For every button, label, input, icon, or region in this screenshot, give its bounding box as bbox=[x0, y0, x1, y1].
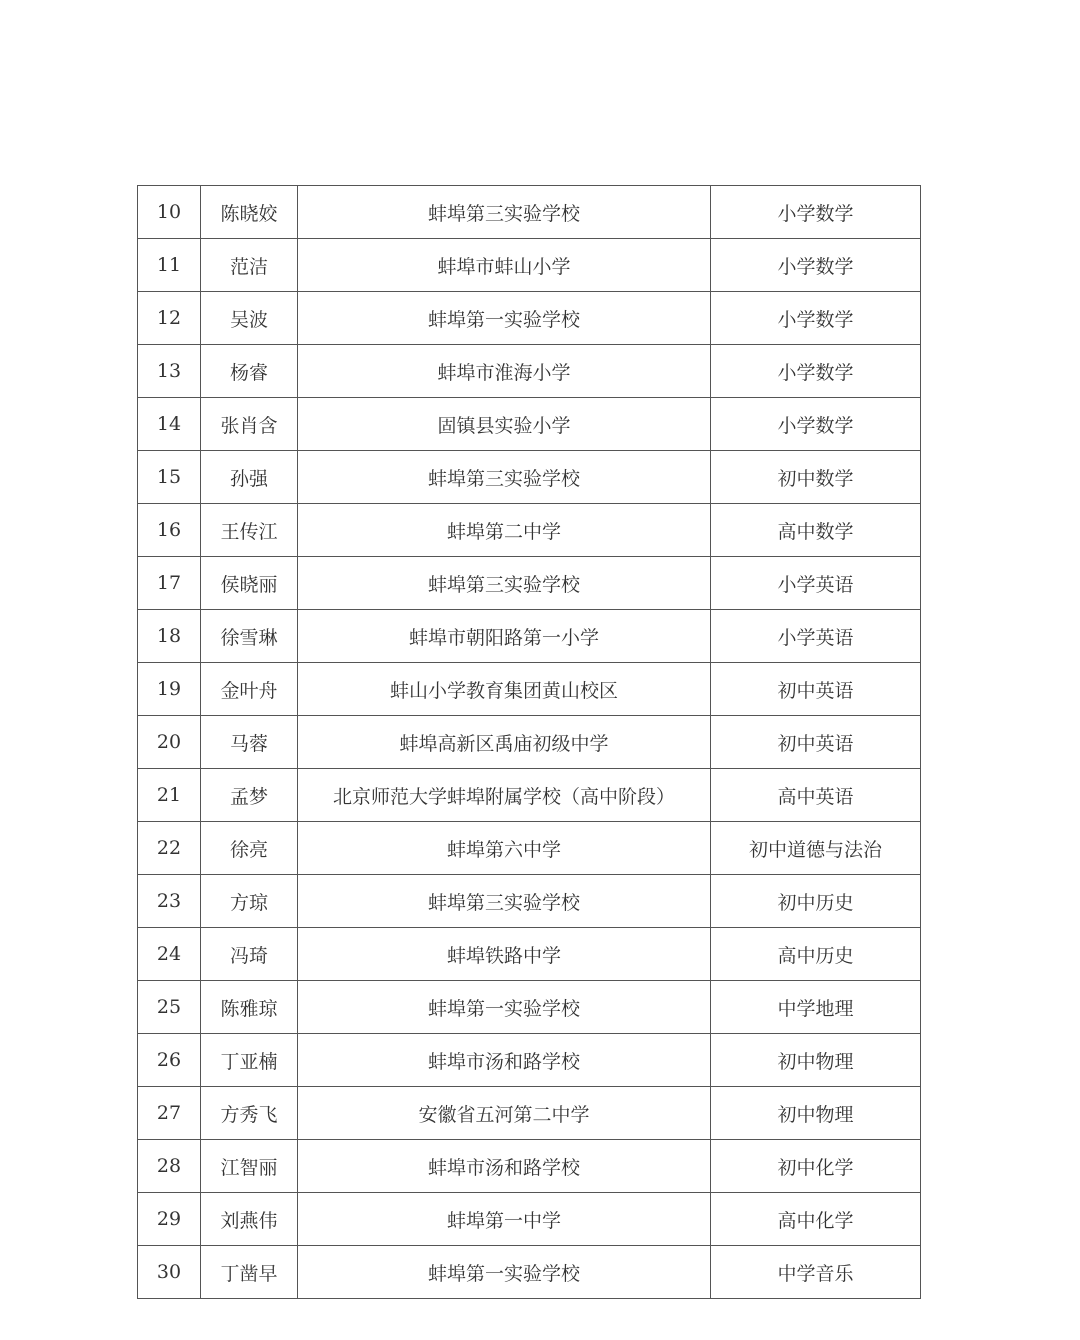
table-row bbox=[138, 981, 921, 1034]
subject-cell: 初中英语 bbox=[711, 663, 921, 716]
table-row bbox=[138, 1034, 921, 1087]
school-cell: 蚌埠第六中学 bbox=[298, 822, 711, 875]
school-cell: 蚌埠市蚌山小学 bbox=[298, 239, 711, 292]
subject-cell: 初中数学 bbox=[711, 451, 921, 504]
teacher-name-cell: 王传江 bbox=[201, 504, 298, 557]
teacher-name-cell: 吴波 bbox=[201, 292, 298, 345]
table-body bbox=[138, 186, 921, 1299]
table-row bbox=[138, 822, 921, 875]
table-row bbox=[138, 398, 921, 451]
row-number-cell: 24 bbox=[138, 928, 201, 981]
teacher-name-cell: 冯琦 bbox=[201, 928, 298, 981]
row-number-cell: 10 bbox=[138, 186, 201, 239]
teacher-name-cell: 孟梦 bbox=[201, 769, 298, 822]
school-cell: 蚌山小学教育集团黄山校区 bbox=[298, 663, 711, 716]
subject-cell: 高中英语 bbox=[711, 769, 921, 822]
table-row bbox=[138, 557, 921, 610]
school-cell: 固镇县实验小学 bbox=[298, 398, 711, 451]
school-cell: 蚌埠第二中学 bbox=[298, 504, 711, 557]
subject-cell: 小学数学 bbox=[711, 239, 921, 292]
row-number-cell: 26 bbox=[138, 1034, 201, 1087]
subject-cell: 初中历史 bbox=[711, 875, 921, 928]
table-row bbox=[138, 186, 921, 239]
row-number-cell: 22 bbox=[138, 822, 201, 875]
school-cell: 北京师范大学蚌埠附属学校（高中阶段） bbox=[298, 769, 711, 822]
subject-cell: 初中道德与法治 bbox=[711, 822, 921, 875]
teacher-name-cell: 孙强 bbox=[201, 451, 298, 504]
subject-cell: 小学英语 bbox=[711, 557, 921, 610]
row-number-cell: 13 bbox=[138, 345, 201, 398]
teacher-name-cell: 刘燕伟 bbox=[201, 1193, 298, 1246]
school-cell: 蚌埠市朝阳路第一小学 bbox=[298, 610, 711, 663]
table-row bbox=[138, 1140, 921, 1193]
table-row bbox=[138, 504, 921, 557]
school-cell: 蚌埠第一中学 bbox=[298, 1193, 711, 1246]
table-row bbox=[138, 1193, 921, 1246]
row-number-cell: 12 bbox=[138, 292, 201, 345]
school-cell: 安徽省五河第二中学 bbox=[298, 1087, 711, 1140]
table-row bbox=[138, 1087, 921, 1140]
teacher-name-cell: 江智丽 bbox=[201, 1140, 298, 1193]
row-number-cell: 25 bbox=[138, 981, 201, 1034]
row-number-cell: 21 bbox=[138, 769, 201, 822]
school-cell: 蚌埠高新区禹庙初级中学 bbox=[298, 716, 711, 769]
subject-cell: 中学地理 bbox=[711, 981, 921, 1034]
row-number-cell: 14 bbox=[138, 398, 201, 451]
school-cell: 蚌埠第一实验学校 bbox=[298, 1246, 711, 1299]
teacher-list-table-container bbox=[137, 185, 920, 1299]
table-row bbox=[138, 610, 921, 663]
row-number-cell: 20 bbox=[138, 716, 201, 769]
table-row bbox=[138, 663, 921, 716]
row-number-cell: 29 bbox=[138, 1193, 201, 1246]
teacher-name-cell: 马蓉 bbox=[201, 716, 298, 769]
row-number-cell: 19 bbox=[138, 663, 201, 716]
subject-cell: 小学数学 bbox=[711, 398, 921, 451]
subject-cell: 初中物理 bbox=[711, 1087, 921, 1140]
teacher-name-cell: 杨睿 bbox=[201, 345, 298, 398]
subject-cell: 小学数学 bbox=[711, 292, 921, 345]
school-cell: 蚌埠第一实验学校 bbox=[298, 292, 711, 345]
teacher-name-cell: 侯晓丽 bbox=[201, 557, 298, 610]
table-row bbox=[138, 875, 921, 928]
teacher-name-cell: 陈晓姣 bbox=[201, 186, 298, 239]
row-number-cell: 11 bbox=[138, 239, 201, 292]
teacher-name-cell: 丁凿早 bbox=[201, 1246, 298, 1299]
school-cell: 蚌埠第三实验学校 bbox=[298, 451, 711, 504]
subject-cell: 初中化学 bbox=[711, 1140, 921, 1193]
subject-cell: 小学数学 bbox=[711, 186, 921, 239]
row-number-cell: 23 bbox=[138, 875, 201, 928]
teacher-name-cell: 徐亮 bbox=[201, 822, 298, 875]
table-row bbox=[138, 451, 921, 504]
row-number-cell: 17 bbox=[138, 557, 201, 610]
subject-cell: 小学英语 bbox=[711, 610, 921, 663]
school-cell: 蚌埠第三实验学校 bbox=[298, 186, 711, 239]
school-cell: 蚌埠第一实验学校 bbox=[298, 981, 711, 1034]
subject-cell: 小学数学 bbox=[711, 345, 921, 398]
teacher-name-cell: 金叶舟 bbox=[201, 663, 298, 716]
teacher-name-cell: 方秀飞 bbox=[201, 1087, 298, 1140]
row-number-cell: 30 bbox=[138, 1246, 201, 1299]
subject-cell: 高中化学 bbox=[711, 1193, 921, 1246]
row-number-cell: 16 bbox=[138, 504, 201, 557]
table-row bbox=[138, 716, 921, 769]
teacher-name-cell: 徐雪琳 bbox=[201, 610, 298, 663]
subject-cell: 初中英语 bbox=[711, 716, 921, 769]
school-cell: 蚌埠第三实验学校 bbox=[298, 875, 711, 928]
school-cell: 蚌埠铁路中学 bbox=[298, 928, 711, 981]
table-row bbox=[138, 239, 921, 292]
subject-cell: 高中数学 bbox=[711, 504, 921, 557]
teacher-name-cell: 丁亚楠 bbox=[201, 1034, 298, 1087]
table-row bbox=[138, 1246, 921, 1299]
teacher-name-cell: 范洁 bbox=[201, 239, 298, 292]
row-number-cell: 27 bbox=[138, 1087, 201, 1140]
teacher-name-cell: 方琼 bbox=[201, 875, 298, 928]
table-row bbox=[138, 769, 921, 822]
school-cell: 蚌埠市汤和路学校 bbox=[298, 1034, 711, 1087]
table-row bbox=[138, 928, 921, 981]
subject-cell: 高中历史 bbox=[711, 928, 921, 981]
teacher-list-table bbox=[137, 185, 921, 1299]
subject-cell: 中学音乐 bbox=[711, 1246, 921, 1299]
subject-cell: 初中物理 bbox=[711, 1034, 921, 1087]
teacher-name-cell: 张肖含 bbox=[201, 398, 298, 451]
teacher-name-cell: 陈雅琼 bbox=[201, 981, 298, 1034]
row-number-cell: 15 bbox=[138, 451, 201, 504]
school-cell: 蚌埠第三实验学校 bbox=[298, 557, 711, 610]
table-row bbox=[138, 292, 921, 345]
row-number-cell: 28 bbox=[138, 1140, 201, 1193]
row-number-cell: 18 bbox=[138, 610, 201, 663]
school-cell: 蚌埠市淮海小学 bbox=[298, 345, 711, 398]
table-row bbox=[138, 345, 921, 398]
school-cell: 蚌埠市汤和路学校 bbox=[298, 1140, 711, 1193]
